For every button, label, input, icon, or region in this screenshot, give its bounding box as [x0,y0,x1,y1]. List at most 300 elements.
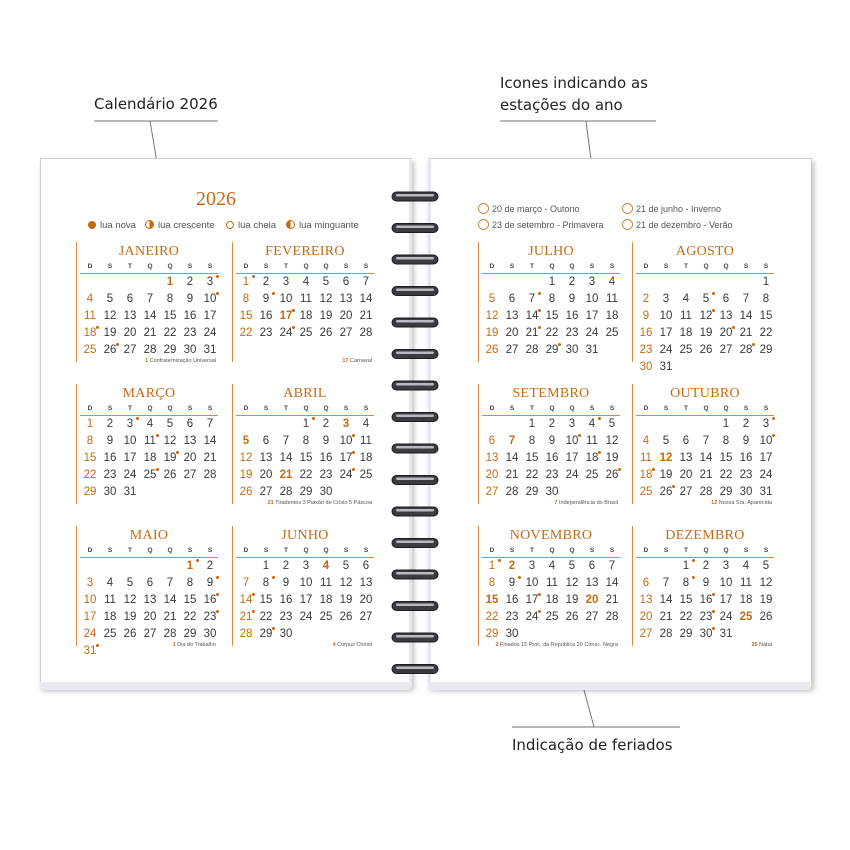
month-name: MAIO [129,528,169,543]
day-cell: 7 [508,435,516,447]
month-name: DEZEMBRO [665,528,745,543]
moon-phase-dot [732,326,735,329]
day-cell: 14 [699,452,713,464]
month-name: FEVEREIRO [265,244,345,259]
weekday-label: D [489,263,495,270]
day-cell: 9 [322,435,330,447]
day-cell: 14 [739,310,753,322]
day-cell: 3 [206,276,214,288]
weekday-label: S [363,263,369,270]
day-cell: 31 [83,645,97,657]
holiday-note [495,642,618,648]
day-cell: 28 [699,486,713,498]
day-cell: 23 [103,469,117,481]
moon-phase-dot [96,326,99,329]
day-cell: 20 [639,611,653,623]
day-cell: 11 [546,577,558,589]
day-cell: 27 [485,486,499,498]
day-cell: 25 [605,327,619,339]
weekday-label: D [243,405,249,412]
month-divider [76,242,77,362]
day-cell: 29 [759,344,773,356]
weekday-label: S [509,405,515,412]
weekday-header [482,263,620,274]
month-outubro [632,386,774,514]
day-cell: 22 [299,469,313,481]
weekday-label: Q [549,263,555,270]
day-cell: 18 [605,310,619,322]
day-cell: 7 [166,577,174,589]
day-cell: 12 [605,435,619,447]
day-cell: 10 [585,293,599,305]
weekday-label: Q [167,547,173,554]
day-cell: 27 [259,486,273,498]
month-janeiro [76,244,218,372]
weekday-label: S [763,405,769,412]
moon-phase-dot [712,593,715,596]
holiday-note [268,500,372,506]
weekday-label: T [530,547,534,554]
day-cell: 21 [203,452,217,464]
day-cell: 28 [605,611,619,623]
weekday-label: T [284,405,288,412]
weekday-header [80,547,218,558]
day-cell: 15 [485,594,499,606]
weekday-label: S [207,263,213,270]
day-cell: 12 [163,435,177,447]
day-cell: 2 [548,418,556,430]
spiral-ring [392,381,438,390]
day-cell: 7 [742,293,750,305]
weekday-label: S [187,547,193,554]
day-cell: 20 [183,452,197,464]
moon-phase-dot [712,627,715,630]
moon-phase-dot [136,417,139,420]
day-cell: 13 [259,452,273,464]
month-name: JANEIRO [118,244,180,259]
day-cell: 4 [302,276,310,288]
moon-phase-dot [272,627,275,630]
day-cell: 10 [339,435,353,447]
day-cell: 27 [339,327,353,339]
day-cell: 17 [279,310,293,322]
day-cell: 8 [262,577,270,589]
day-cell: 8 [242,293,250,305]
season-spring-label: 23 de setembro - Primavera [492,220,604,230]
day-cell: 15 [163,310,177,322]
day-cell: 30 [639,361,653,373]
weekday-label: T [684,405,688,412]
day-cell: 15 [545,310,559,322]
day-cell: 13 [585,577,599,589]
day-cell: 2 [262,276,270,288]
day-cell: 24 [203,327,217,339]
day-cell: 4 [322,560,330,572]
moon-phase-dot [216,576,219,579]
day-cell: 21 [525,327,539,339]
day-cell: 8 [186,577,194,589]
day-cell: 11 [320,577,332,589]
legend-full-moon [226,220,276,231]
day-cell: 2 [508,560,516,572]
weekday-label: Q [323,263,329,270]
day-cell: 16 [505,594,519,606]
day-cell: 26 [319,327,333,339]
moon-phase-dot [598,417,601,420]
day-cell: 28 [505,486,519,498]
day-cell: 5 [106,293,114,305]
day-cell: 21 [163,611,177,623]
day-cell: 29 [525,486,539,498]
day-cell: 16 [103,452,117,464]
weekday-label: Q [723,547,729,554]
day-cell: 29 [163,344,177,356]
season-summer [622,219,733,230]
weekday-label: Q [549,405,555,412]
day-cell: 15 [239,310,253,322]
day-cell: 20 [679,469,693,481]
day-cell: 15 [719,452,733,464]
day-cell: 30 [739,486,753,498]
day-cell: 1 [722,418,730,430]
day-cell: 7 [362,276,370,288]
day-cell: 15 [83,452,97,464]
day-cell: 11 [360,435,372,447]
month-junho [232,528,374,656]
moon-phase-dot [712,309,715,312]
day-cell: 3 [302,560,310,572]
day-cell: 13 [183,435,197,447]
day-cell: 3 [588,276,596,288]
day-cell: 27 [143,628,157,640]
day-cell: 6 [508,293,516,305]
day-cell: 21 [659,611,673,623]
day-cell: 27 [359,611,373,623]
day-cell: 16 [319,452,333,464]
day-cell: 17 [299,594,313,606]
month-name: MARÇO [122,386,176,401]
day-cell: 26 [339,611,353,623]
day-cell: 30 [103,486,117,498]
day-cell: 31 [585,344,599,356]
month-agosto [632,244,774,372]
day-cell: 28 [163,628,177,640]
day-cell: 28 [739,344,753,356]
spiral-ring [392,350,438,359]
weekday-label: S [509,547,515,554]
day-cell: 18 [545,594,559,606]
day-cell: 12 [659,452,673,464]
seasons-callout-line2: estações do ano [500,96,623,114]
season-summer-label: 21 de dezembro - Verão [636,220,733,230]
weekday-label: Q [323,547,329,554]
day-cell: 7 [242,577,250,589]
season-winter-label: 21 de junho - Inverno [636,204,722,214]
weekday-label: Q [147,263,153,270]
day-cell: 3 [662,293,670,305]
spiral-ring [392,255,438,264]
day-cell: 20 [585,594,599,606]
day-cell: 29 [485,628,499,640]
day-cell: 28 [203,469,217,481]
day-cell: 18 [359,452,373,464]
day-cell: 5 [608,418,616,430]
day-cell: 17 [759,452,773,464]
holiday-note-day: 4 [332,642,338,648]
weekday-header [236,263,374,274]
day-cell: 6 [146,577,154,589]
day-cell: 12 [123,594,137,606]
day-cell: 25 [83,344,97,356]
day-cell: 24 [83,628,97,640]
day-cell: 26 [239,486,253,498]
day-cell: 21 [143,327,157,339]
weekday-label: D [87,547,93,554]
day-cell: 10 [719,577,733,589]
day-cell: 22 [759,327,773,339]
day-cell: 21 [605,594,619,606]
day-cell: 23 [505,611,519,623]
spiral-ring [392,539,438,548]
day-cell: 3 [126,418,134,430]
day-cell: 13 [719,310,733,322]
autumn-icon [478,203,489,214]
holiday-note-day: 21 [267,500,276,506]
weekday-label: S [263,263,269,270]
day-cell: 28 [143,344,157,356]
day-cell: 15 [525,452,539,464]
spiral-ring [392,602,438,611]
month-julho [478,244,620,372]
day-cell: 3 [282,276,290,288]
moon-phase-dot [156,434,159,437]
day-cell: 16 [203,594,217,606]
day-cell: 30 [545,486,559,498]
month-divider [632,384,633,504]
weekday-label: Q [147,547,153,554]
day-cell: 2 [568,276,576,288]
weekday-label: D [489,405,495,412]
weekday-label: S [663,405,669,412]
holiday-note [752,642,773,648]
day-cell: 4 [146,418,154,430]
day-cell: 14 [659,594,673,606]
moon-phase-dot [538,292,541,295]
day-cell: 10 [759,435,773,447]
weekday-label: S [107,263,113,270]
day-cell: 11 [640,452,652,464]
weekday-header [636,405,774,416]
weekday-label: Q [147,405,153,412]
month-divider [232,242,233,362]
weekday-label: Q [303,405,309,412]
moon-phase-dot [272,292,275,295]
full-moon-icon [226,221,234,229]
weekday-label: D [489,547,495,554]
moon-phase-dot [598,451,601,454]
weekday-label: S [343,263,349,270]
day-cell: 18 [299,310,313,322]
weekday-label: T [284,263,288,270]
day-cell: 14 [239,594,253,606]
holiday-note [173,642,216,648]
day-cell: 3 [722,560,730,572]
month-abril [232,386,374,514]
holiday-note-text: Corpus Christi [337,642,372,648]
weekday-header [636,547,774,558]
weekday-label: Q [303,547,309,554]
weekday-label: T [684,547,688,554]
day-cell: 6 [186,418,194,430]
day-cell: 3 [528,560,536,572]
day-cell: 5 [568,560,576,572]
month-name: JUNHO [281,528,329,543]
moon-phase-dot [252,610,255,613]
weekday-label: S [509,263,515,270]
day-cell: 16 [639,327,653,339]
weekday-header [482,405,620,416]
weekday-label: T [284,547,288,554]
day-cell: 23 [259,327,273,339]
day-cell: 10 [123,435,137,447]
moon-phase-dot [498,559,501,562]
summer-icon [622,219,633,230]
holiday-note-text: Natal [759,642,772,648]
moon-phase-dot [312,417,315,420]
month-fevereiro [232,244,374,372]
day-cell: 20 [485,469,499,481]
weekday-label: Q [569,263,575,270]
day-cell: 24 [299,611,313,623]
month-maio [76,528,218,656]
day-cell: 13 [505,310,519,322]
moon-phase-dot [618,468,621,471]
moon-phase-dot [518,576,521,579]
weekday-label: S [263,547,269,554]
legend-new-moon-label: lua nova [100,220,136,231]
day-cell: 23 [699,611,713,623]
day-cell: 14 [605,577,619,589]
day-cell: 10 [525,577,539,589]
weekday-header [236,547,374,558]
month-name: JULHO [528,244,574,259]
day-cell: 7 [146,293,154,305]
moon-phase-dot [712,610,715,613]
moon-phase-dot [578,434,581,437]
day-cell: 2 [742,418,750,430]
spiral-ring [392,224,438,233]
day-cell: 22 [163,327,177,339]
moon-phase-dot [176,451,179,454]
day-cell: 28 [525,344,539,356]
day-cell: 16 [259,310,273,322]
moon-phase-dot [672,485,675,488]
day-cell: 16 [699,594,713,606]
holiday-note-day: 17 [342,358,350,364]
day-cell: 9 [702,577,710,589]
weekday-label: S [589,263,595,270]
weekday-label: Q [167,405,173,412]
day-cell: 21 [359,310,373,322]
day-cell: 22 [239,327,253,339]
day-cell: 31 [759,486,773,498]
day-cell: 9 [106,435,114,447]
spiral-ring [392,444,438,453]
day-cell: 16 [279,594,293,606]
day-cell: 19 [239,469,253,481]
day-cell: 6 [342,276,350,288]
day-cell: 4 [548,560,556,572]
day-cell: 24 [525,611,539,623]
day-cell: 10 [565,435,579,447]
day-cell: 1 [166,276,174,288]
day-cell: 12 [239,452,253,464]
day-cell: 19 [103,327,117,339]
day-cell: 7 [282,435,290,447]
day-cell: 18 [585,452,599,464]
spiral-ring [392,633,438,642]
month-divider [232,526,233,646]
holiday-note-text: Dia do Trabalho [177,642,216,648]
day-cell: 13 [639,594,653,606]
new-moon-icon [88,221,96,229]
legend-new-moon [88,220,136,231]
day-cell: 15 [259,594,273,606]
day-cell: 4 [588,418,596,430]
day-cell: 17 [659,327,673,339]
day-cell: 18 [679,327,693,339]
day-cell: 12 [339,577,353,589]
holiday-note-day: 25 [751,642,760,648]
day-cell: 25 [143,469,157,481]
day-cell: 23 [319,469,333,481]
day-cell: 10 [203,293,217,305]
weekday-header [482,547,620,558]
day-cell: 31 [659,361,673,373]
spiral-ring [392,192,438,201]
day-cell: 30 [565,344,579,356]
day-cell: 24 [719,611,733,623]
day-cell: 4 [682,293,690,305]
holiday-note-text: Carnaval [349,358,372,364]
day-cell: 22 [83,469,97,481]
weekday-label: D [243,547,249,554]
day-cell: 19 [605,452,619,464]
holiday-note-text: Tiradentes 3 Paixão de Cristo 5 Páscoa [275,500,372,506]
day-cell: 9 [282,577,290,589]
month-name: AGOSTO [675,244,735,259]
holiday-note-text: Confraternização Universal [149,358,216,364]
day-cell: 13 [123,310,137,322]
weekday-label: Q [549,547,555,554]
day-cell: 27 [679,486,693,498]
moon-phase-dot [216,593,219,596]
season-spring [478,219,604,230]
day-cell: 10 [659,310,673,322]
day-cell: 25 [545,611,559,623]
day-cell: 29 [83,486,97,498]
day-cell: 8 [548,293,556,305]
moon-phase-dot [692,576,695,579]
day-cell: 23 [545,469,559,481]
day-cell: 6 [722,293,730,305]
day-cell: 31 [123,486,137,498]
weekday-label: T [530,263,534,270]
day-cell: 1 [548,276,556,288]
weekday-label: T [128,263,132,270]
weekday-label: T [684,263,688,270]
day-cell: 24 [339,469,353,481]
